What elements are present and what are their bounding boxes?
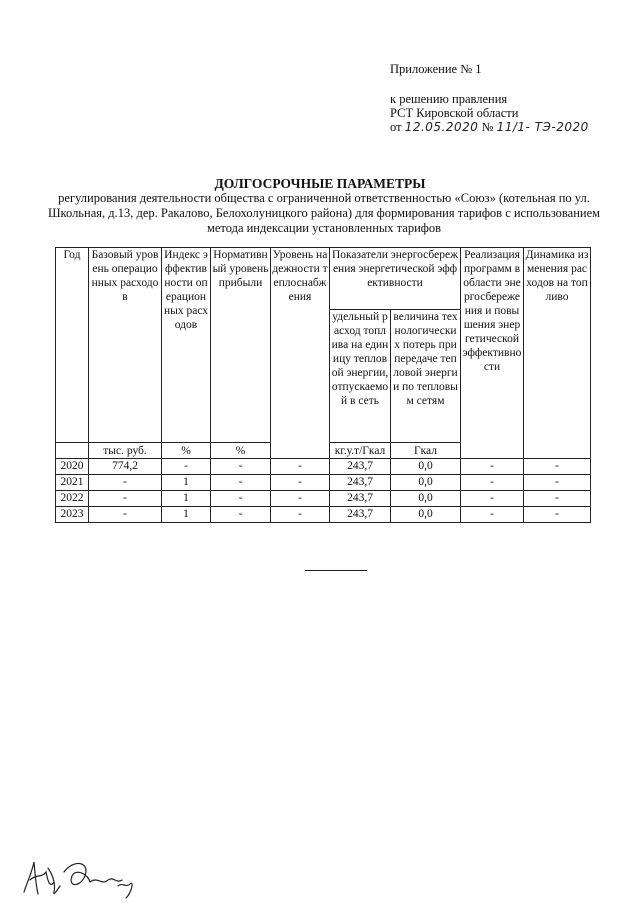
- cell-year: 2022: [56, 491, 89, 507]
- signature-mark: [18, 852, 168, 900]
- cell-fuel-dynamics: -: [524, 507, 591, 523]
- cell-normative-profit: -: [211, 491, 271, 507]
- decision-date-line: [390, 120, 589, 134]
- header-year: Год: [56, 248, 89, 443]
- cell-fuel-dynamics: -: [524, 491, 591, 507]
- cell-program: -: [461, 475, 524, 491]
- parameters-table: [55, 247, 591, 523]
- cell-heat-loss: 0,0: [391, 507, 461, 523]
- decision-label: к решению правления: [390, 92, 508, 106]
- header-program: Реализация программ в области энергосбережения и повышения энергетической эффективности: [461, 248, 524, 459]
- cell-base-opex: 774,2: [89, 459, 162, 475]
- cell-heat-loss: 0,0: [391, 459, 461, 475]
- cell-efficiency-index: 1: [162, 491, 211, 507]
- cell-base-opex: -: [89, 507, 162, 523]
- cell-base-opex: -: [89, 491, 162, 507]
- cell-fuel-rate: 243,7: [330, 475, 391, 491]
- unit-year-empty: [56, 443, 89, 459]
- header-heat-loss: величина технологических потерь при передаче тепловой энергии по тепловым сетям: [391, 310, 461, 443]
- cell-fuel-rate: 243,7: [330, 491, 391, 507]
- cell-fuel-dynamics: -: [524, 459, 591, 475]
- table-row: [56, 475, 591, 491]
- header-efficiency-index: Индекс эффективности операционных расходов: [162, 248, 211, 443]
- org-label: РСТ Кировской области: [390, 106, 519, 120]
- cell-reliability: -: [271, 491, 330, 507]
- cell-normative-profit: -: [211, 475, 271, 491]
- header-normative-profit: Нормативный уровень прибыли: [211, 248, 271, 443]
- closing-rule: [305, 570, 367, 571]
- cell-efficiency-index: -: [162, 459, 211, 475]
- cell-base-opex: -: [89, 475, 162, 491]
- cell-reliability: -: [271, 507, 330, 523]
- header-fuel-dynamics: Динамика изменения расходов на топливо: [524, 248, 591, 459]
- unit-fuel-rate: кг.у.т/Гкал: [330, 443, 391, 459]
- cell-reliability: -: [271, 459, 330, 475]
- cell-heat-loss: 0,0: [391, 475, 461, 491]
- cell-program: -: [461, 459, 524, 475]
- cell-fuel-rate: 243,7: [330, 507, 391, 523]
- decision-number: 11/1- ТЭ-2020: [496, 120, 589, 134]
- appendix-label: Приложение № 1: [390, 62, 482, 76]
- header-energy-group: Показатели энергосбережения энергетической эффективности: [330, 248, 461, 310]
- cell-heat-loss: 0,0: [391, 491, 461, 507]
- document-subtitle: регулирования деятельности общества с ограниченной ответственностью «Союз» (котельная по ул. Школьная, д.13, дер. Ракалово, Белохолуницкого района) для формирования тарифов с использованием метода индексации установленных тарифов: [47, 191, 601, 235]
- unit-efficiency-index: %: [162, 443, 211, 459]
- from-label: от: [390, 120, 402, 134]
- document-title: ДОЛГОСРОЧНЫЕ ПАРАМЕТРЫ: [214, 176, 426, 191]
- cell-fuel-dynamics: -: [524, 475, 591, 491]
- cell-program: -: [461, 507, 524, 523]
- table-row: [56, 507, 591, 523]
- decision-date: 12.05.2020: [404, 120, 479, 134]
- unit-heat-loss: Гкал: [391, 443, 461, 459]
- cell-program: -: [461, 491, 524, 507]
- cell-year: 2020: [56, 459, 89, 475]
- number-label: №: [481, 120, 494, 134]
- cell-reliability: -: [271, 475, 330, 491]
- cell-fuel-rate: 243,7: [330, 459, 391, 475]
- cell-year: 2021: [56, 475, 89, 491]
- cell-normative-profit: -: [211, 507, 271, 523]
- header-reliability: Уровень надежности теплоснабжения: [271, 248, 330, 459]
- unit-base-opex: тыс. руб.: [89, 443, 162, 459]
- header-base-opex: Базовый уровень операционных расходов: [89, 248, 162, 443]
- header-fuel-rate: удельный расход топлива на единицу тепловой энергии, отпускаемой в сеть: [330, 310, 391, 443]
- table-row: [56, 491, 591, 507]
- cell-year: 2023: [56, 507, 89, 523]
- unit-normative-profit: %: [211, 443, 271, 459]
- table-row: [56, 459, 591, 475]
- cell-normative-profit: -: [211, 459, 271, 475]
- cell-efficiency-index: 1: [162, 475, 211, 491]
- cell-efficiency-index: 1: [162, 507, 211, 523]
